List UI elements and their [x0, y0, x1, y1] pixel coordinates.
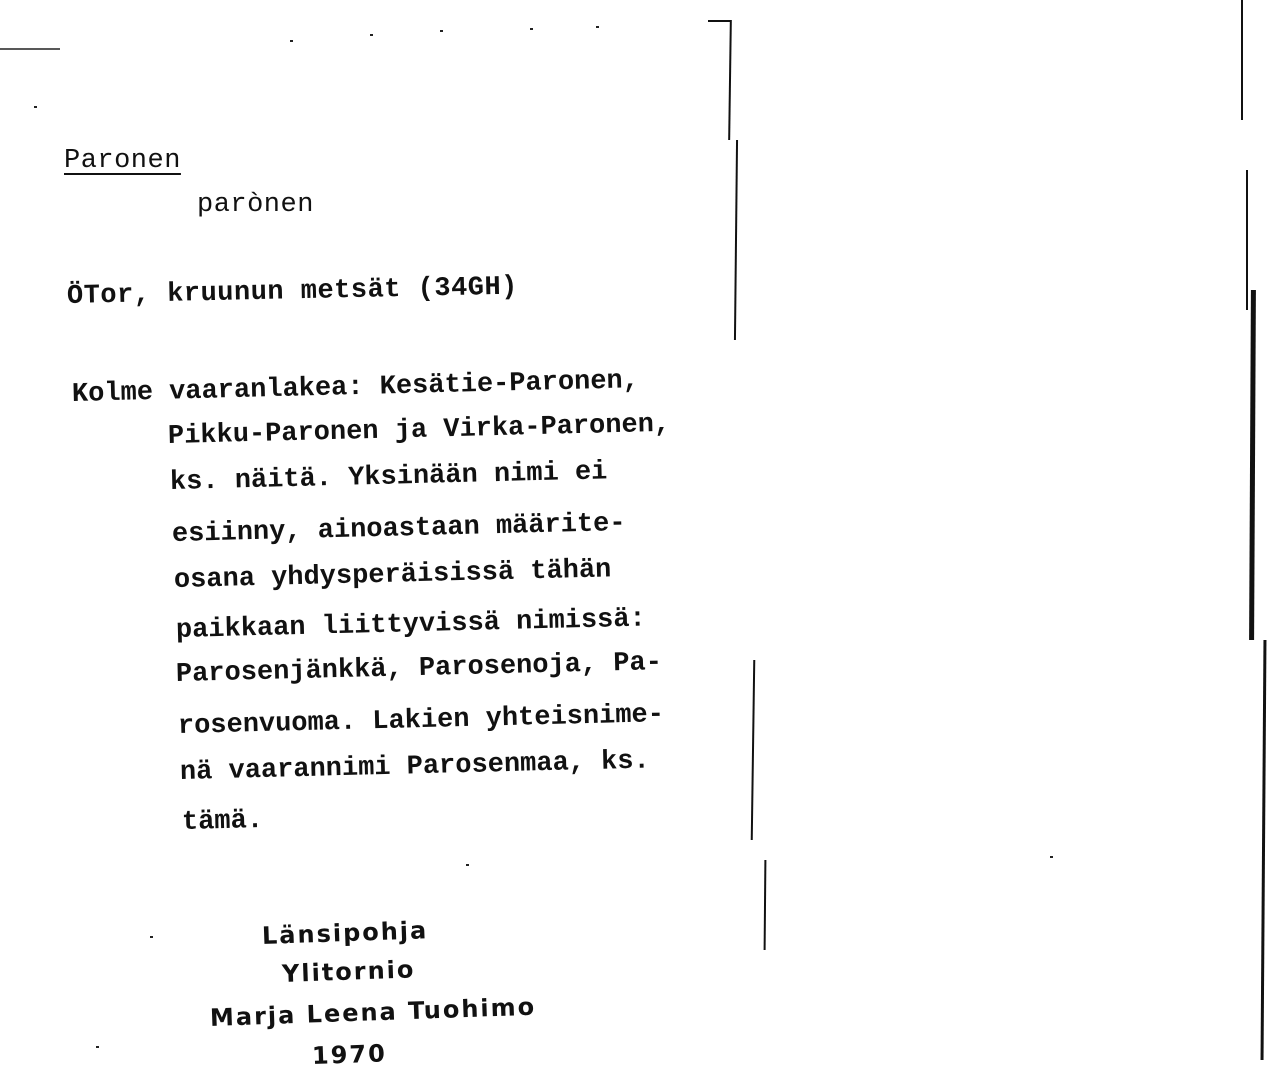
headword: Paronen — [64, 146, 181, 176]
scan-mark-top-left — [0, 48, 60, 50]
card-edge-upper-2 — [734, 140, 738, 340]
description-line: Pikku-Paronen ja Virka-Paronen, — [167, 409, 671, 452]
scan-speck — [1050, 856, 1053, 858]
scan-speck — [440, 30, 443, 32]
scan-speck — [596, 26, 599, 28]
scan-speck — [34, 106, 37, 108]
scan-speck — [96, 1046, 99, 1048]
pronunciation: parònen — [197, 190, 314, 220]
location-line: ÖTor, kruunun metsät (34GH) — [66, 272, 519, 312]
card-edge-lower — [764, 860, 767, 950]
description-line: Parosenjänkkä, Parosenoja, Pa- — [175, 648, 663, 690]
scan-border-thin — [1246, 170, 1248, 310]
stamp-parish: Ylitornio — [281, 955, 416, 988]
scan-border-top — [1241, 0, 1243, 120]
description-line: tämä. — [181, 806, 264, 838]
scan-speck — [150, 936, 153, 938]
description-line: esiinny, ainoastaan määrite- — [171, 508, 626, 550]
stamp-collector: Marja Leena Tuohimo — [209, 992, 537, 1032]
scan-border-thick — [1249, 290, 1256, 640]
description-line: nä vaarannimi Parosenmaa, ks. — [179, 746, 651, 788]
stamp-region: Länsipohja — [261, 916, 429, 950]
description-line: ks. näitä. Yksinään nimi ei — [169, 457, 608, 498]
scan-speck — [530, 28, 533, 30]
description-line: osana yhdysperäisissä tähän — [173, 555, 612, 596]
stamp-year: 1970 — [311, 1039, 388, 1070]
description-line: rosenvuoma. Lakien yhteisnime- — [177, 700, 665, 742]
description-line: paikkaan liittyvissä nimissä: — [175, 604, 647, 646]
card-edge-middle — [751, 660, 756, 840]
scan-speck — [290, 40, 293, 42]
scan-speck — [466, 864, 469, 866]
card-edge-upper — [728, 20, 732, 140]
scan-border-bottom — [1261, 640, 1267, 1060]
description-line: Kolme vaaranlakea: Kesätie-Paronen, — [71, 366, 640, 410]
scan-speck — [370, 34, 373, 36]
card-corner-top — [708, 20, 730, 22]
